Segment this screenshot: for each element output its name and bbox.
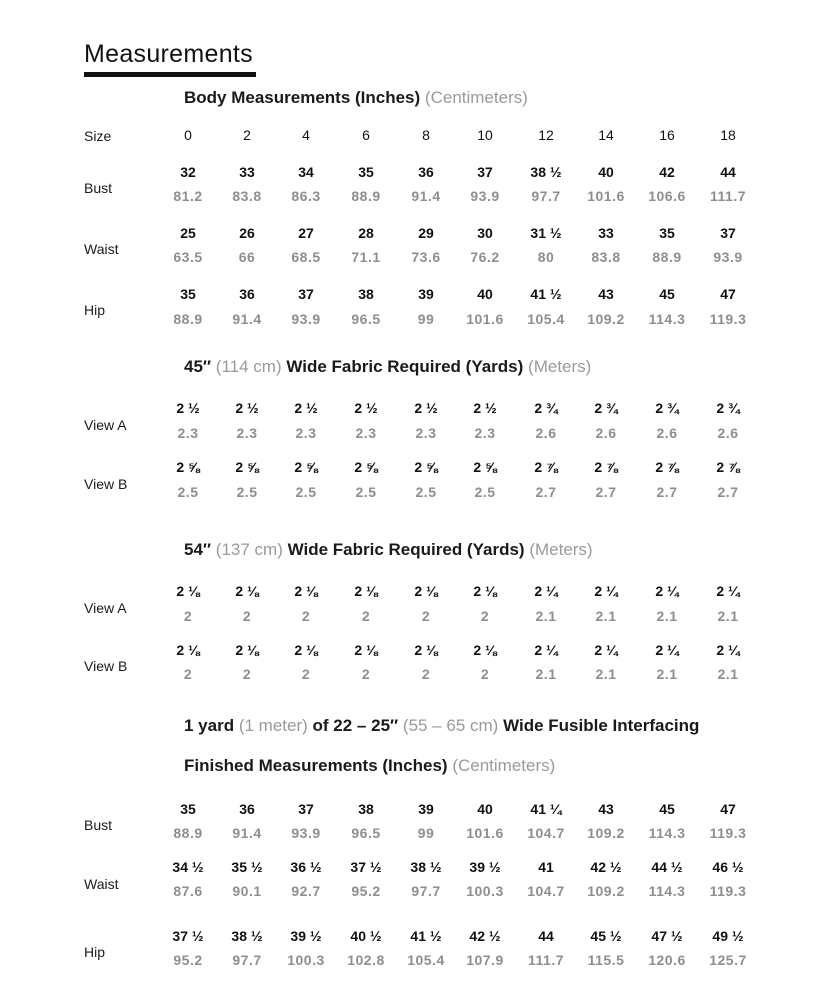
metric-cell: 104.7: [527, 883, 565, 899]
size-cell: 0: [184, 127, 192, 143]
imperial-cell: 35: [180, 286, 196, 302]
imperial-cell: 2 ⅞: [655, 459, 679, 475]
heading-part: (55 – 65 cm): [402, 716, 499, 735]
metric-cell: 83.8: [232, 188, 262, 204]
metric-cell: 2: [301, 666, 311, 682]
imperial-cell: 39: [418, 801, 434, 817]
metric-cell: 2.7: [656, 484, 678, 500]
metric-cell: 2.3: [355, 425, 377, 441]
metric-cell: 2: [421, 608, 431, 624]
imperial-cell: 2 ½: [414, 400, 438, 416]
imperial-cell: 40: [477, 286, 493, 302]
metric-cell: 2.5: [236, 484, 258, 500]
imperial-cell: 37 ½: [350, 859, 382, 875]
metric-cell: 86.3: [291, 188, 321, 204]
metric-cell: 93.9: [291, 311, 321, 327]
metric-cell: 2.5: [177, 484, 199, 500]
imperial-cell: 40: [477, 801, 493, 817]
metric-cell: 2.7: [717, 484, 739, 500]
imperial-cell: 2 ⅛: [294, 642, 318, 658]
metric-cell: 80: [537, 249, 555, 265]
imperial-cell: 35: [358, 164, 374, 180]
imperial-cell: 2 ¾: [716, 400, 740, 416]
metric-cell: 99: [417, 311, 435, 327]
imperial-cell: 2 ⅝: [354, 459, 378, 475]
imperial-cell: 2 ⅛: [235, 642, 259, 658]
imperial-cell: 42 ½: [590, 859, 622, 875]
size-cell: 12: [538, 127, 554, 143]
imperial-cell: 2 ⅛: [176, 642, 200, 658]
metric-cell: 115.5: [587, 952, 625, 968]
heading-sub: (Centimeters): [452, 756, 556, 775]
metric-cell: 2: [361, 666, 371, 682]
imperial-cell: 2 ⅛: [414, 583, 438, 599]
size-cell: 10: [477, 127, 493, 143]
metric-cell: 91.4: [232, 311, 262, 327]
imperial-cell: 2 ¼: [716, 583, 740, 599]
imperial-cell: 2 ⅛: [235, 583, 259, 599]
fabric45-row-label-view-b: View B: [84, 476, 128, 492]
imperial-cell: 38 ½: [231, 928, 263, 944]
metric-cell: 83.8: [591, 249, 621, 265]
metric-cell: 93.9: [470, 188, 500, 204]
imperial-cell: 2 ⅝: [473, 459, 497, 475]
metric-cell: 95.2: [351, 883, 381, 899]
metric-cell: 102.8: [347, 952, 385, 968]
metric-cell: 2: [242, 608, 252, 624]
imperial-cell: 2 ¼: [655, 583, 679, 599]
metric-cell: 2.3: [295, 425, 317, 441]
imperial-cell: 35 ½: [231, 859, 263, 875]
imperial-cell: 45: [659, 286, 675, 302]
imperial-cell: 46 ½: [712, 859, 744, 875]
imperial-cell: 44 ½: [651, 859, 683, 875]
imperial-cell: 42 ½: [469, 928, 501, 944]
body-row-label-hip: Hip: [84, 302, 106, 318]
imperial-cell: 47: [720, 286, 736, 302]
imperial-cell: 31 ½: [530, 225, 562, 241]
finished-row-label-bust: Bust: [84, 817, 113, 833]
imperial-cell: 42: [659, 164, 675, 180]
heading-main: Body Measurements (Inches): [184, 88, 421, 107]
imperial-cell: 37: [298, 801, 314, 817]
metric-cell: 2.1: [717, 666, 739, 682]
imperial-cell: 2 ¼: [716, 642, 740, 658]
metric-cell: 2.5: [355, 484, 377, 500]
interfacing-note: [184, 716, 699, 736]
imperial-cell: 45 ½: [590, 928, 622, 944]
imperial-cell: 2 ½: [473, 400, 497, 416]
finished-row-label-hip: Hip: [84, 944, 106, 960]
metric-cell: 88.9: [351, 188, 381, 204]
imperial-cell: 27: [298, 225, 314, 241]
metric-cell: 73.6: [411, 249, 441, 265]
imperial-cell: 43: [598, 801, 614, 817]
metric-cell: 66: [238, 249, 256, 265]
imperial-cell: 26: [239, 225, 255, 241]
metric-cell: 114.3: [648, 311, 686, 327]
imperial-cell: 40: [598, 164, 614, 180]
imperial-cell: 38: [358, 801, 374, 817]
body-measurements-heading: [184, 88, 528, 108]
imperial-cell: 39 ½: [469, 859, 501, 875]
heading-part: 1 yard: [184, 716, 235, 735]
imperial-cell: 2 ¾: [655, 400, 679, 416]
metric-cell: 2: [183, 608, 193, 624]
imperial-cell: 36 ½: [290, 859, 322, 875]
imperial-cell: 2 ¾: [594, 400, 618, 416]
imperial-cell: 47 ½: [651, 928, 683, 944]
imperial-cell: 2 ¼: [534, 583, 558, 599]
imperial-cell: 2 ⅛: [473, 583, 497, 599]
imperial-cell: 34 ½: [172, 859, 204, 875]
heading-part: Wide Fabric Required (Yards): [287, 540, 525, 559]
size-label: Size: [84, 128, 112, 144]
metric-cell: 2.1: [656, 608, 678, 624]
imperial-cell: 2 ½: [294, 400, 318, 416]
metric-cell: 2: [361, 608, 371, 624]
metric-cell: 68.5: [291, 249, 321, 265]
body-row-label-bust: Bust: [84, 180, 113, 196]
imperial-cell: 2 ⅞: [716, 459, 740, 475]
metric-cell: 2.7: [595, 484, 617, 500]
metric-cell: 97.7: [411, 883, 441, 899]
metric-cell: 2.6: [595, 425, 617, 441]
metric-cell: 93.9: [291, 825, 321, 841]
imperial-cell: 33: [239, 164, 255, 180]
metric-cell: 2: [242, 666, 252, 682]
imperial-cell: 49 ½: [712, 928, 744, 944]
imperial-cell: 35: [659, 225, 675, 241]
imperial-cell: 37: [298, 286, 314, 302]
metric-cell: 2.1: [535, 608, 557, 624]
body-row-label-waist: Waist: [84, 241, 119, 257]
imperial-cell: 34: [298, 164, 314, 180]
imperial-cell: 32: [180, 164, 196, 180]
metric-cell: 2.6: [656, 425, 678, 441]
metric-cell: 101.6: [466, 311, 504, 327]
finished-row-label-waist: Waist: [84, 876, 119, 892]
imperial-cell: 44: [538, 928, 554, 944]
imperial-cell: 2 ⅝: [235, 459, 259, 475]
imperial-cell: 33: [598, 225, 614, 241]
metric-cell: 2.1: [656, 666, 678, 682]
metric-cell: 100.3: [466, 883, 504, 899]
imperial-cell: 2 ⅝: [414, 459, 438, 475]
imperial-cell: 2 ⅞: [594, 459, 618, 475]
metric-cell: 2.1: [595, 608, 617, 624]
imperial-cell: 28: [358, 225, 374, 241]
metric-cell: 2: [480, 666, 490, 682]
metric-cell: 2.1: [717, 608, 739, 624]
metric-cell: 119.3: [709, 825, 747, 841]
metric-cell: 88.9: [652, 249, 682, 265]
imperial-cell: 37 ½: [172, 928, 204, 944]
imperial-cell: 2 ⅛: [176, 583, 200, 599]
metric-cell: 2.5: [295, 484, 317, 500]
metric-cell: 2.5: [474, 484, 496, 500]
metric-cell: 90.1: [232, 883, 262, 899]
heading-part: (Meters): [529, 540, 593, 559]
metric-cell: 81.2: [173, 188, 203, 204]
imperial-cell: 40 ½: [350, 928, 382, 944]
metric-cell: 105.4: [407, 952, 445, 968]
metric-cell: 91.4: [411, 188, 441, 204]
imperial-cell: 2 ⅛: [473, 642, 497, 658]
imperial-cell: 2 ¾: [534, 400, 558, 416]
metric-cell: 2.3: [474, 425, 496, 441]
metric-cell: 2: [480, 608, 490, 624]
imperial-cell: 41 ½: [530, 286, 562, 302]
size-cell: 16: [659, 127, 675, 143]
metric-cell: 119.3: [709, 311, 747, 327]
metric-cell: 97.7: [531, 188, 561, 204]
metric-cell: 71.1: [351, 249, 381, 265]
imperial-cell: 38 ½: [410, 859, 442, 875]
metric-cell: 92.7: [291, 883, 321, 899]
imperial-cell: 2 ½: [354, 400, 378, 416]
imperial-cell: 38 ½: [530, 164, 562, 180]
imperial-cell: 2 ¼: [594, 642, 618, 658]
metric-cell: 109.2: [587, 825, 625, 841]
imperial-cell: 47: [720, 801, 736, 817]
metric-cell: 2.7: [535, 484, 557, 500]
imperial-cell: 39: [418, 286, 434, 302]
metric-cell: 105.4: [527, 311, 565, 327]
heading-part: 54″: [184, 540, 212, 559]
metric-cell: 2: [301, 608, 311, 624]
imperial-cell: 43: [598, 286, 614, 302]
metric-cell: 114.3: [648, 825, 686, 841]
imperial-cell: 44: [720, 164, 736, 180]
metric-cell: 2.5: [415, 484, 437, 500]
title-underline: [84, 72, 256, 77]
metric-cell: 93.9: [713, 249, 743, 265]
metric-cell: 2.1: [535, 666, 557, 682]
metric-cell: 2.1: [595, 666, 617, 682]
imperial-cell: 37: [477, 164, 493, 180]
heading-part: (114 cm): [215, 357, 282, 376]
metric-cell: 109.2: [587, 883, 625, 899]
metric-cell: 120.6: [648, 952, 686, 968]
imperial-cell: 38: [358, 286, 374, 302]
imperial-cell: 2 ½: [176, 400, 200, 416]
imperial-cell: 2 ½: [235, 400, 259, 416]
imperial-cell: 2 ¼: [534, 642, 558, 658]
imperial-cell: 2 ⅞: [534, 459, 558, 475]
imperial-cell: 41 ½: [410, 928, 442, 944]
metric-cell: 99: [417, 825, 435, 841]
heading-part: (1 meter): [238, 716, 308, 735]
fabric-54-heading: [184, 540, 593, 560]
imperial-cell: 2 ⅛: [294, 583, 318, 599]
size-cell: 14: [598, 127, 614, 143]
metric-cell: 2.3: [415, 425, 437, 441]
fabric45-row-label-view-a: View A: [84, 417, 127, 433]
imperial-cell: 2 ⅛: [354, 583, 378, 599]
size-cell: 4: [302, 127, 310, 143]
imperial-cell: 2 ¼: [655, 642, 679, 658]
imperial-cell: 41 ¼: [530, 801, 562, 817]
heading-main: Finished Measurements (Inches): [184, 756, 448, 775]
imperial-cell: 2 ⅛: [354, 642, 378, 658]
imperial-cell: 2 ⅝: [176, 459, 200, 475]
metric-cell: 104.7: [527, 825, 565, 841]
heading-part: Wide Fusible Interfacing: [503, 716, 700, 735]
fabric54-row-label-view-b: View B: [84, 658, 128, 674]
metric-cell: 106.6: [648, 188, 686, 204]
metric-cell: 100.3: [287, 952, 325, 968]
metric-cell: 125.7: [709, 952, 747, 968]
metric-cell: 101.6: [466, 825, 504, 841]
metric-cell: 88.9: [173, 825, 203, 841]
size-cell: 2: [243, 127, 251, 143]
metric-cell: 95.2: [173, 952, 203, 968]
heading-part: 45″: [184, 357, 212, 376]
imperial-cell: 30: [477, 225, 493, 241]
metric-cell: 2: [421, 666, 431, 682]
size-cell: 8: [422, 127, 430, 143]
imperial-cell: 41: [538, 859, 554, 875]
metric-cell: 101.6: [587, 188, 625, 204]
fabric54-row-label-view-a: View A: [84, 600, 127, 616]
metric-cell: 119.3: [709, 883, 747, 899]
heading-part: (Meters): [528, 357, 592, 376]
metric-cell: 111.7: [528, 952, 564, 968]
metric-cell: 88.9: [173, 311, 203, 327]
imperial-cell: 36: [418, 164, 434, 180]
imperial-cell: 2 ⅛: [414, 642, 438, 658]
metric-cell: 114.3: [648, 883, 686, 899]
metric-cell: 2.3: [236, 425, 258, 441]
imperial-cell: 39 ½: [290, 928, 322, 944]
metric-cell: 76.2: [470, 249, 500, 265]
heading-part: (137 cm): [215, 540, 283, 559]
imperial-cell: 2 ¼: [594, 583, 618, 599]
metric-cell: 87.6: [173, 883, 203, 899]
metric-cell: 2.3: [177, 425, 199, 441]
imperial-cell: 2 ⅝: [294, 459, 318, 475]
fabric-45-heading: [184, 357, 591, 377]
imperial-cell: 37: [720, 225, 736, 241]
heading-part: Wide Fabric Required (Yards): [286, 357, 524, 376]
metric-cell: 111.7: [710, 188, 746, 204]
metric-cell: 96.5: [351, 825, 381, 841]
imperial-cell: 29: [418, 225, 434, 241]
size-cell: 6: [362, 127, 370, 143]
heading-part: of 22 – 25″: [312, 716, 399, 735]
metric-cell: 2.6: [717, 425, 739, 441]
imperial-cell: 25: [180, 225, 196, 241]
metric-cell: 96.5: [351, 311, 381, 327]
imperial-cell: 45: [659, 801, 675, 817]
heading-sub: (Centimeters): [424, 88, 528, 107]
metric-cell: 107.9: [466, 952, 504, 968]
metric-cell: 109.2: [587, 311, 625, 327]
finished-measurements-heading: [184, 756, 555, 776]
imperial-cell: 35: [180, 801, 196, 817]
imperial-cell: 36: [239, 801, 255, 817]
metric-cell: 2: [183, 666, 193, 682]
imperial-cell: 36: [239, 286, 255, 302]
metric-cell: 97.7: [232, 952, 262, 968]
metric-cell: 63.5: [173, 249, 203, 265]
size-cell: 18: [720, 127, 736, 143]
metric-cell: 2.6: [535, 425, 557, 441]
page-title: Measurements: [84, 40, 253, 68]
metric-cell: 91.4: [232, 825, 262, 841]
